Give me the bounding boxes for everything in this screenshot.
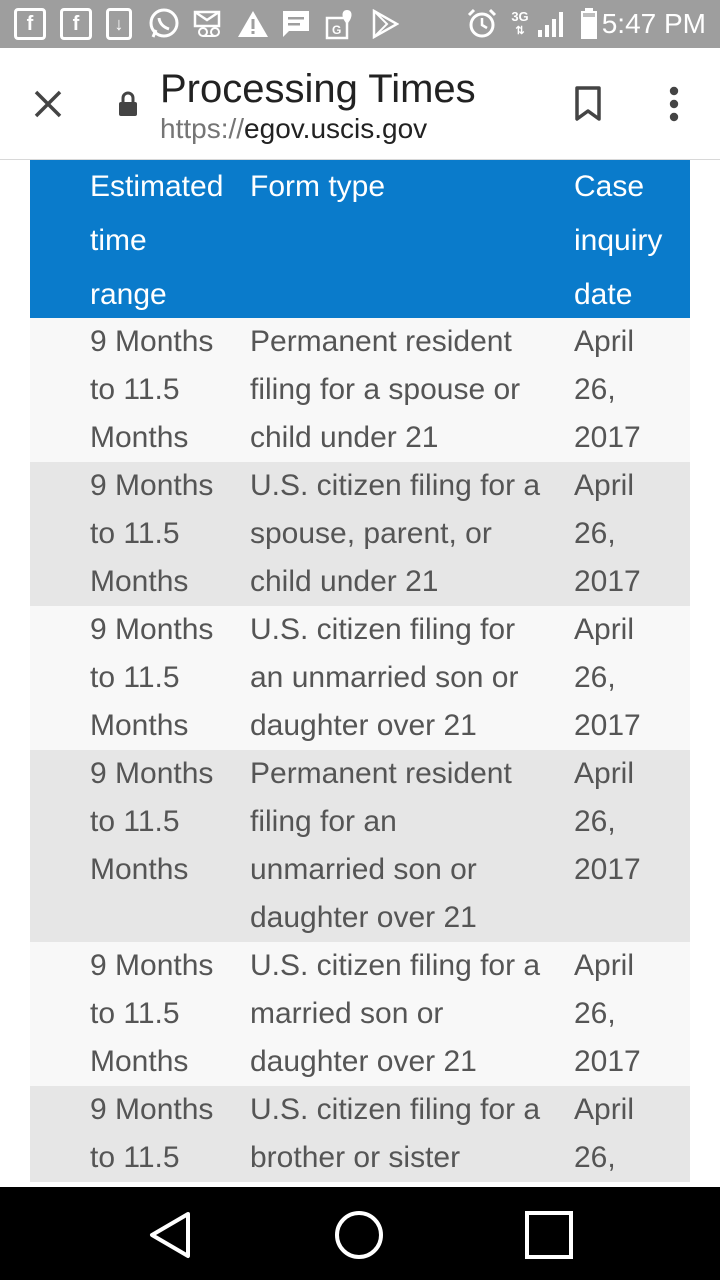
message-icon bbox=[280, 8, 312, 40]
cell-text: April bbox=[574, 1093, 635, 1126]
cell-text: to 11.5 bbox=[90, 805, 180, 838]
url-scheme: https:// bbox=[160, 113, 245, 144]
cell-text: 9 Months bbox=[90, 1093, 214, 1126]
web-content[interactable] bbox=[0, 160, 720, 1187]
cell-text: April bbox=[574, 757, 635, 790]
inquiry-date-cell bbox=[574, 462, 690, 606]
status-bar bbox=[0, 0, 720, 48]
close-button[interactable] bbox=[24, 80, 72, 128]
cell-text: April bbox=[574, 469, 635, 502]
form-type-cell bbox=[250, 462, 574, 606]
cell-text: to 11.5 bbox=[90, 1141, 180, 1174]
time-range-cell bbox=[30, 1086, 250, 1182]
time-range-cell bbox=[30, 318, 250, 462]
cell-text: 9 Months bbox=[90, 757, 214, 790]
inquiry-date-cell bbox=[574, 750, 690, 942]
cell-text: 2017 bbox=[574, 1045, 641, 1078]
cell-text: Months bbox=[90, 1045, 189, 1078]
cell-text: filing for an bbox=[250, 805, 397, 838]
facebook-icon: f bbox=[14, 8, 46, 40]
battery-icon bbox=[578, 8, 600, 40]
table-row bbox=[30, 606, 690, 750]
cell-text: 9 Months bbox=[90, 949, 214, 982]
cell-text: 2017 bbox=[574, 853, 641, 886]
download-icon: ↓ bbox=[106, 8, 132, 40]
header-text: inquiry bbox=[574, 224, 663, 257]
inquiry-date-cell bbox=[574, 318, 690, 462]
time-range-cell bbox=[30, 462, 250, 606]
time-range-cell bbox=[30, 606, 250, 750]
status-time: 5:47 PM bbox=[601, 8, 706, 39]
cell-text: to 11.5 bbox=[90, 661, 180, 694]
cell-text: Months bbox=[90, 565, 189, 598]
header-text: Case bbox=[574, 170, 645, 203]
recents-icon bbox=[524, 1210, 574, 1260]
play-store-icon bbox=[370, 8, 400, 40]
header-text: Form type bbox=[250, 170, 386, 203]
inquiry-date-cell bbox=[574, 606, 690, 750]
cell-text: U.S. citizen filing for bbox=[250, 613, 516, 646]
header-text: time bbox=[90, 224, 147, 257]
cell-text: child under 21 bbox=[250, 421, 439, 454]
form-type-cell bbox=[250, 1086, 574, 1182]
header-text: date bbox=[574, 278, 633, 311]
more-options-button[interactable] bbox=[650, 80, 698, 128]
time-range-cell bbox=[30, 942, 250, 1086]
cell-text: spouse, parent, or bbox=[250, 517, 492, 550]
time-range-cell bbox=[30, 750, 250, 942]
more-vert-icon bbox=[668, 86, 680, 122]
cell-text: 2017 bbox=[574, 709, 641, 742]
cell-text: 26, bbox=[574, 997, 616, 1030]
page-url[interactable] bbox=[160, 112, 427, 146]
header-estimated-time-range bbox=[30, 160, 250, 318]
cell-text: Months bbox=[90, 853, 189, 886]
form-type-cell bbox=[250, 942, 574, 1086]
browser-toolbar bbox=[0, 48, 720, 160]
svg-text:G: G bbox=[332, 23, 342, 37]
facebook-icon: f bbox=[60, 8, 92, 40]
cell-text: 26, bbox=[574, 661, 616, 694]
cell-text: to 11.5 bbox=[90, 997, 180, 1030]
table-row bbox=[30, 942, 690, 1086]
table-header bbox=[30, 160, 690, 318]
cell-text: 2017 bbox=[574, 565, 641, 598]
home-button[interactable] bbox=[329, 1205, 389, 1265]
bookmark-button[interactable] bbox=[566, 80, 610, 128]
header-form-type bbox=[250, 160, 574, 318]
maps-icon bbox=[324, 8, 358, 40]
table-row bbox=[30, 318, 690, 462]
cell-text: married son or bbox=[250, 997, 444, 1030]
cell-text: U.S. citizen filing for a bbox=[250, 469, 541, 502]
cell-text: brother or sister bbox=[250, 1141, 461, 1174]
back-button[interactable] bbox=[140, 1205, 200, 1265]
whatsapp-icon bbox=[146, 8, 182, 40]
url-host: egov.uscis.gov bbox=[244, 113, 428, 144]
cell-text: 26, bbox=[574, 1141, 616, 1174]
cell-text: an unmarried son or bbox=[250, 661, 519, 694]
signal-icon bbox=[536, 8, 568, 40]
cell-text: April bbox=[574, 949, 635, 982]
lock-icon bbox=[118, 90, 138, 118]
cell-text: daughter over 21 bbox=[250, 901, 477, 934]
header-case-inquiry-date bbox=[574, 160, 690, 318]
cell-text: daughter over 21 bbox=[250, 1045, 477, 1078]
page-title: Processing Times bbox=[160, 67, 476, 111]
cell-text: 9 Months bbox=[90, 325, 214, 358]
back-icon bbox=[146, 1210, 194, 1260]
cell-text: U.S. citizen filing for a bbox=[250, 949, 541, 982]
cell-text: filing for a spouse or bbox=[250, 373, 521, 406]
home-icon bbox=[333, 1209, 385, 1261]
cell-text: Permanent resident bbox=[250, 325, 512, 358]
inquiry-date-cell bbox=[574, 1086, 690, 1182]
cell-text: daughter over 21 bbox=[250, 709, 477, 742]
cell-text: unmarried son or bbox=[250, 853, 477, 886]
cell-text: 26, bbox=[574, 805, 616, 838]
recents-button[interactable] bbox=[519, 1205, 579, 1265]
bookmark-icon bbox=[574, 86, 602, 122]
cell-text: Months bbox=[90, 421, 189, 454]
voicemail-icon bbox=[192, 8, 226, 40]
close-icon bbox=[33, 89, 63, 119]
table-body bbox=[30, 318, 690, 1182]
cell-text: to 11.5 bbox=[90, 373, 180, 406]
cell-text: child under 21 bbox=[250, 565, 439, 598]
cell-text: Months bbox=[90, 709, 189, 742]
cell-text: April bbox=[574, 325, 635, 358]
form-type-cell bbox=[250, 750, 574, 942]
cell-text: April bbox=[574, 613, 635, 646]
table-row bbox=[30, 1086, 690, 1182]
cell-text: to 11.5 bbox=[90, 517, 180, 550]
network-type-indicator: 3G ⇅ bbox=[511, 9, 529, 37]
alarm-icon bbox=[466, 8, 498, 40]
form-type-cell bbox=[250, 318, 574, 462]
cell-text: U.S. citizen filing for a bbox=[250, 1093, 541, 1126]
form-type-cell bbox=[250, 606, 574, 750]
header-text: Estimated bbox=[90, 170, 224, 203]
cell-text: 9 Months bbox=[90, 469, 214, 502]
cell-text: Permanent resident bbox=[250, 757, 512, 790]
table-row bbox=[30, 462, 690, 606]
header-text: range bbox=[90, 278, 167, 311]
cell-text: 26, bbox=[574, 517, 616, 550]
processing-times-table bbox=[30, 160, 690, 1182]
cell-text: 9 Months bbox=[90, 613, 214, 646]
navigation-bar bbox=[0, 1187, 720, 1280]
cell-text: 26, bbox=[574, 373, 616, 406]
table-row bbox=[30, 750, 690, 942]
warning-icon bbox=[236, 8, 270, 40]
cell-text: 2017 bbox=[574, 421, 641, 454]
inquiry-date-cell bbox=[574, 942, 690, 1086]
